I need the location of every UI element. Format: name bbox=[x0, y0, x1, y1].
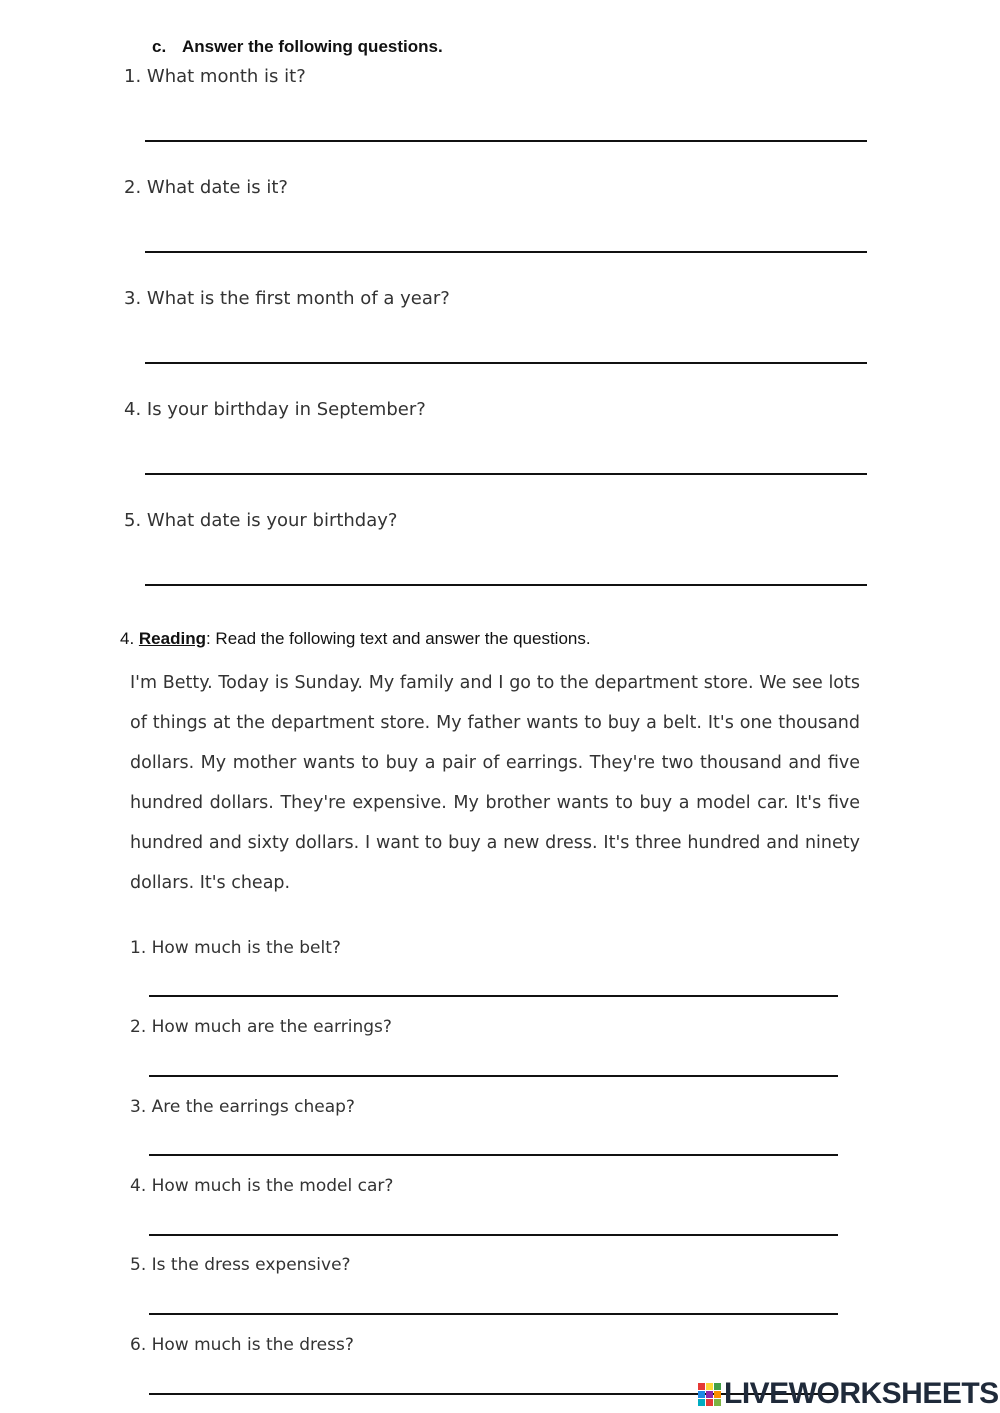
answer-line-c-3[interactable] bbox=[145, 362, 867, 364]
question-c-5: 5. What date is your birthday? bbox=[124, 510, 398, 531]
question-reading-5: 5. Is the dress expensive? bbox=[130, 1255, 351, 1275]
question-reading-6: 6. How much is the dress? bbox=[130, 1335, 354, 1355]
liveworksheets-logo bbox=[698, 1378, 999, 1410]
logo-square bbox=[698, 1391, 705, 1398]
question-c-2: 2. What date is it? bbox=[124, 177, 288, 198]
logo-square bbox=[698, 1383, 705, 1390]
section-c-heading bbox=[152, 37, 443, 57]
logo-square bbox=[714, 1399, 721, 1406]
answer-line-reading-5[interactable] bbox=[149, 1313, 838, 1315]
question-reading-4: 4. How much is the model car? bbox=[130, 1176, 394, 1196]
question-reading-3: 3. Are the earrings cheap? bbox=[130, 1097, 355, 1117]
answer-line-c-4[interactable] bbox=[145, 473, 867, 475]
logo-square bbox=[706, 1391, 713, 1398]
question-c-3: 3. What is the first month of a year? bbox=[124, 288, 450, 309]
logo-square bbox=[706, 1383, 713, 1390]
answer-line-reading-2[interactable] bbox=[149, 1075, 838, 1077]
logo-square bbox=[706, 1399, 713, 1406]
question-c-1: 1. What month is it? bbox=[124, 66, 306, 87]
logo-square bbox=[698, 1399, 705, 1406]
question-c-4: 4. Is your birthday in September? bbox=[124, 399, 426, 420]
liveworksheets-logo-icon bbox=[698, 1383, 721, 1406]
section-c-title: Answer the following questions. bbox=[182, 37, 443, 56]
reading-passage: I'm Betty. Today is Sunday. My family and I go to the department store. We see lots of things at the department store. My father wants to buy a belt. It's one thousand dollars. My mother wants to buy a pair of earrings. They're two thousand and five hundred dollars. They're expensive. My brother wants to buy a model car. It's five hundred and sixty dollars. I want to buy a new dress. It's three hundred and ninety dollars. It's cheap. bbox=[130, 673, 860, 893]
answer-line-c-1[interactable] bbox=[145, 140, 867, 142]
answer-line-c-2[interactable] bbox=[145, 251, 867, 253]
reading-number: 4. bbox=[120, 629, 139, 648]
question-reading-1: 1. How much is the belt? bbox=[130, 938, 341, 958]
answer-line-reading-1[interactable] bbox=[149, 995, 838, 997]
section-c-letter: c. bbox=[152, 37, 167, 56]
answer-line-c-5[interactable] bbox=[145, 584, 867, 586]
liveworksheets-logo-text: LIVEWORKSHEETS bbox=[724, 1377, 999, 1410]
question-reading-2: 2. How much are the earrings? bbox=[130, 1017, 392, 1037]
reading-heading bbox=[120, 629, 591, 649]
answer-line-reading-3[interactable] bbox=[149, 1154, 838, 1156]
logo-square bbox=[714, 1383, 721, 1390]
reading-instruction: : Read the following text and answer the questions. bbox=[205, 629, 591, 648]
answer-line-reading-4[interactable] bbox=[149, 1234, 838, 1236]
reading-label: Reading bbox=[138, 629, 206, 648]
logo-square bbox=[714, 1391, 721, 1398]
